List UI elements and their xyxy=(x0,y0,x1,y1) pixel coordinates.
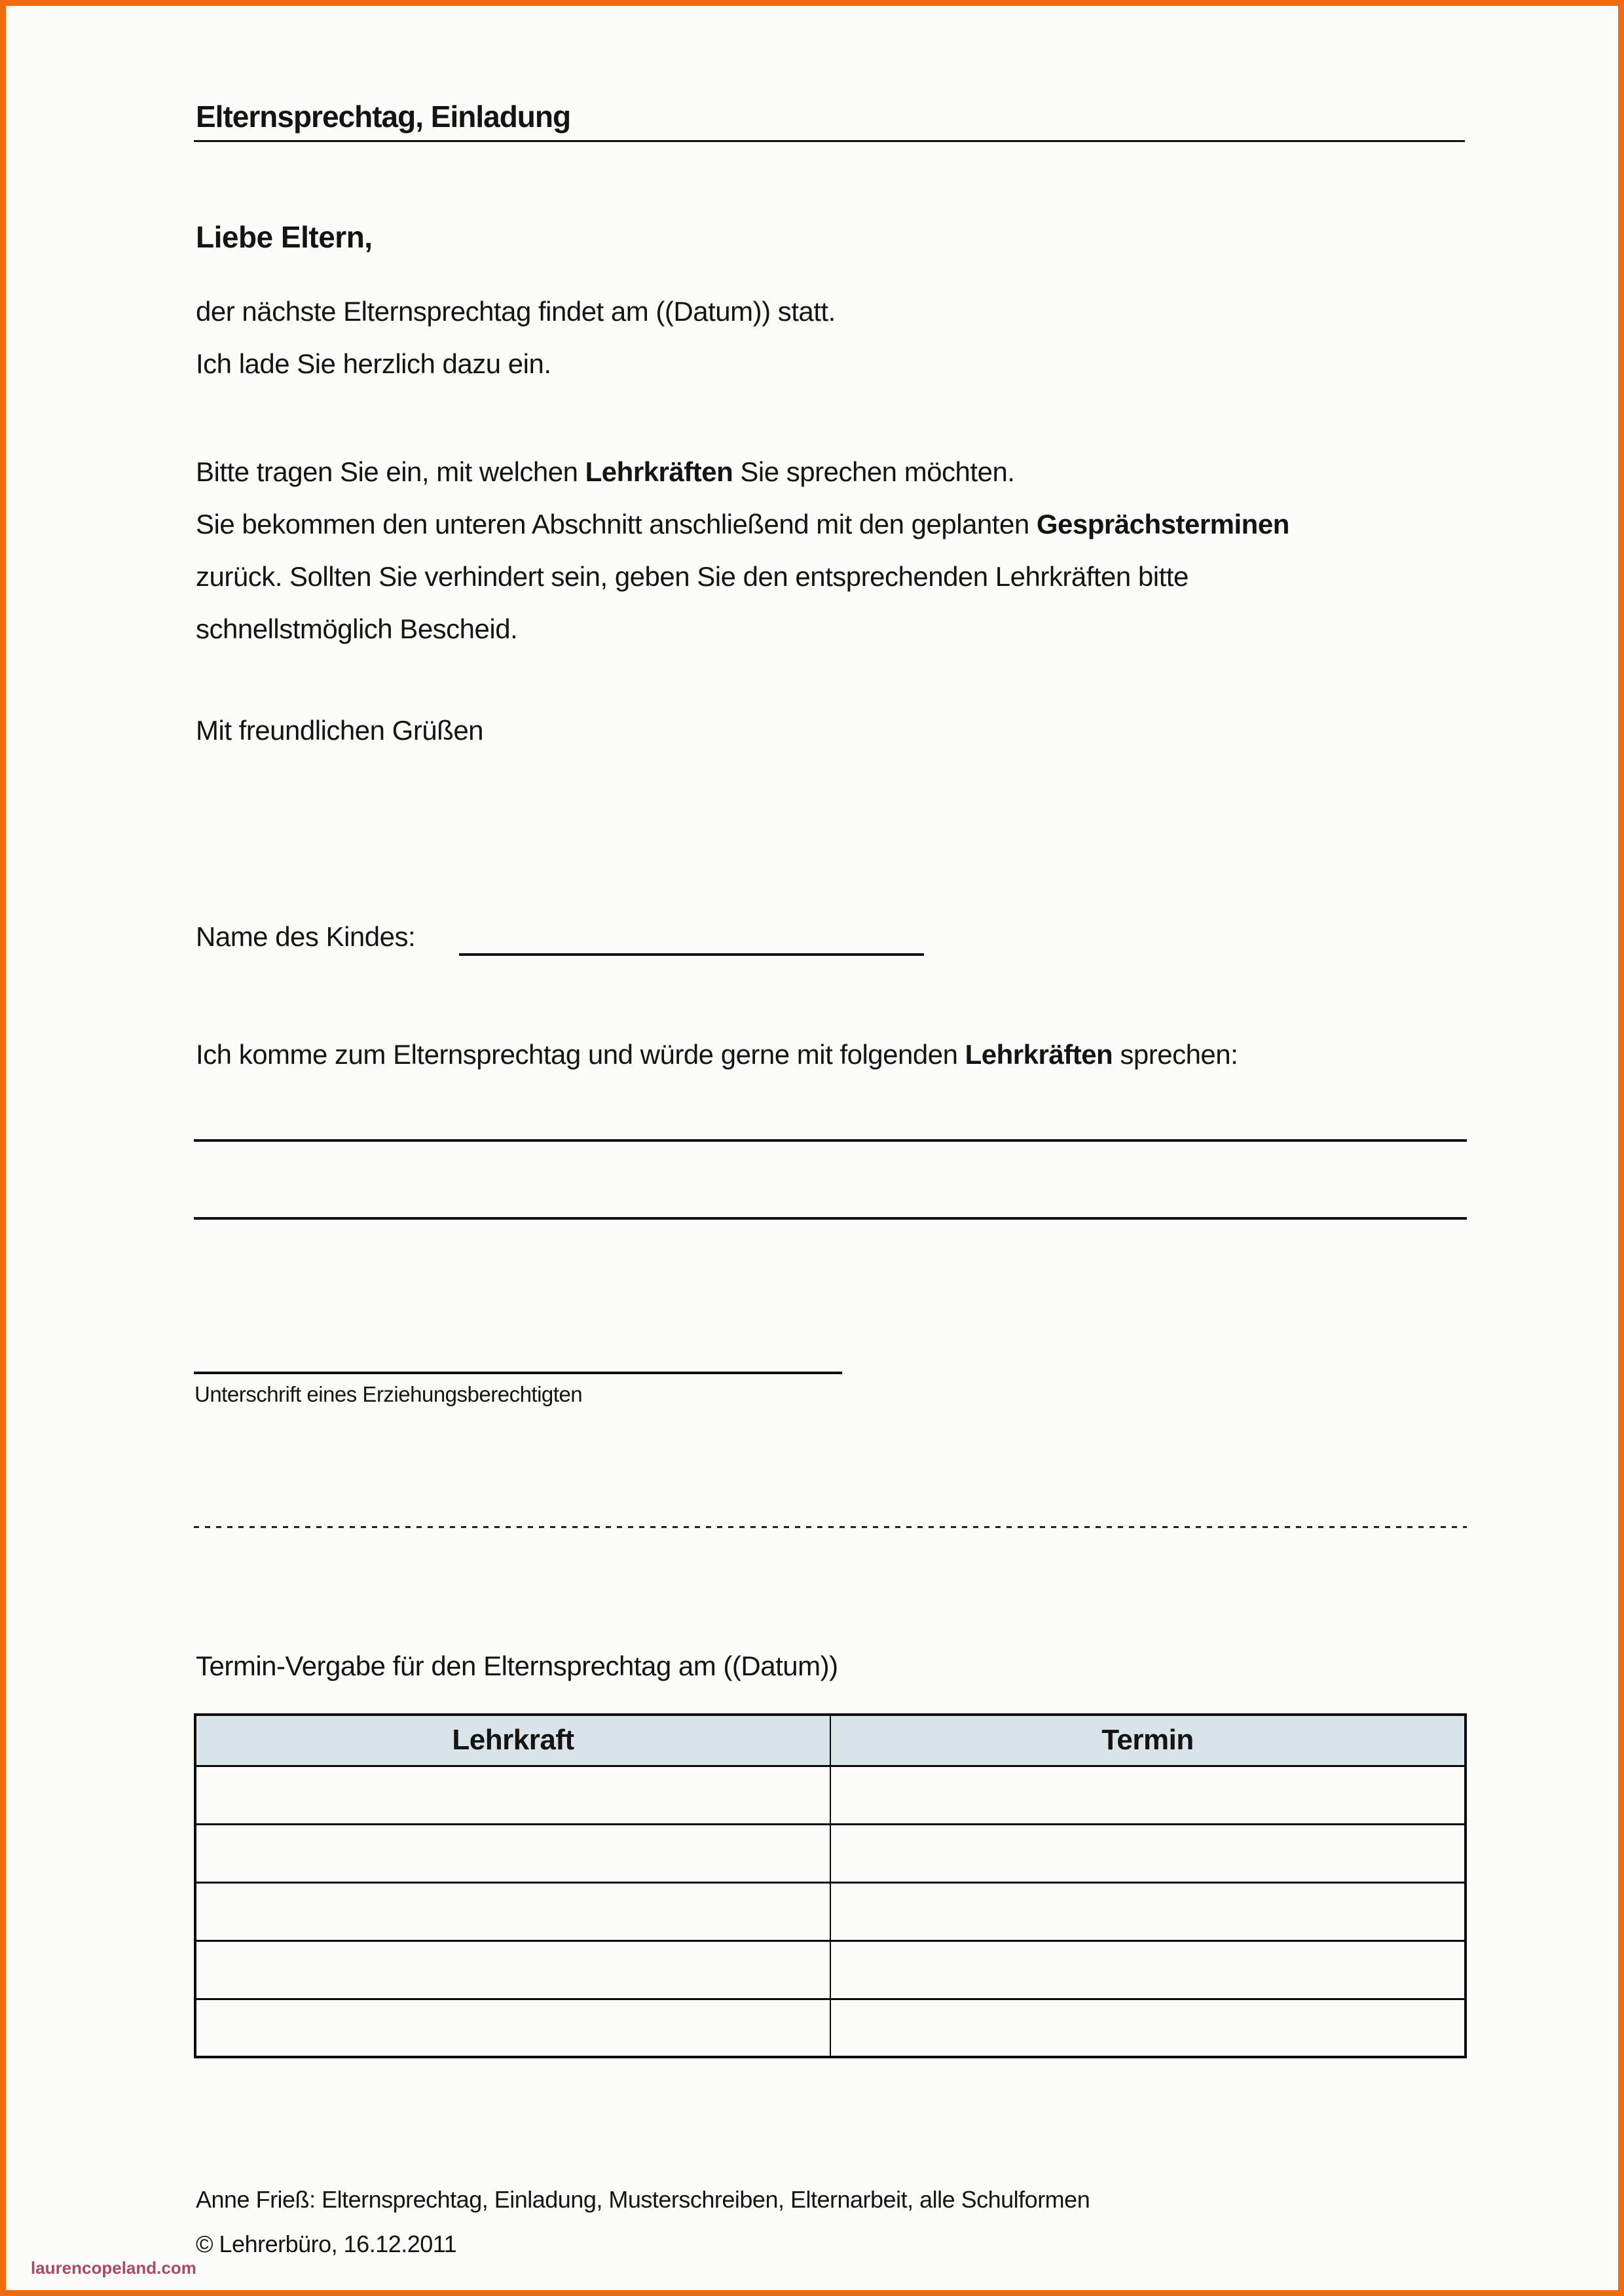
watermark: laurencopeland.com xyxy=(31,2258,196,2278)
table-cell xyxy=(195,1766,830,1824)
footer-credit: Anne Frieß: Elternsprechtag, Einladung, Musterschreiben, Elternarbeit, alle Schulformen xyxy=(196,2186,1090,2213)
table-row xyxy=(195,1882,1466,1941)
signature-line xyxy=(194,1372,842,1374)
letter-line: schnellstmöglich Bescheid. xyxy=(196,613,518,644)
closing: Mit freundlichen Grüßen xyxy=(196,715,484,746)
table-row xyxy=(195,1941,1466,1999)
letter-line: der nächste Elternsprechtag findet am ((Datum)) statt. xyxy=(196,296,836,327)
table-cell xyxy=(830,1882,1466,1941)
table-header-row xyxy=(195,1715,1466,1766)
letter-text-bold: Gesprächsterminen xyxy=(1036,509,1289,539)
table-cell xyxy=(195,1999,830,2057)
column-header-termin: Termin xyxy=(830,1715,1466,1766)
title-underline xyxy=(194,140,1465,142)
table-row xyxy=(195,1824,1466,1882)
page-title: Elternsprechtag, Einladung xyxy=(196,100,571,134)
table-cell xyxy=(830,1766,1466,1824)
footer-copyright: © Lehrerbüro, 16.12.2011 xyxy=(196,2231,457,2257)
table-cell xyxy=(830,1999,1466,2057)
letter-line xyxy=(196,456,1014,488)
table-cell xyxy=(195,1882,830,1941)
termin-table-head xyxy=(195,1715,1466,1766)
form-intro-text: sprechen: xyxy=(1113,1039,1238,1070)
termin-table xyxy=(194,1713,1467,2058)
form-intro-text: Ich komme zum Elternsprechtag und würde gerne mit folgenden xyxy=(196,1039,965,1070)
letter-line xyxy=(196,509,1289,540)
letter-text: Sie sprechen möchten. xyxy=(733,456,1015,487)
letter-text: Bitte tragen Sie ein, mit welchen xyxy=(196,456,585,487)
letter-text-bold: Lehrkräften xyxy=(585,456,733,487)
termin-table-body xyxy=(195,1766,1466,2057)
letter-line: Ich lade Sie herzlich dazu ein. xyxy=(196,348,551,379)
table-cell xyxy=(830,1941,1466,1999)
letter-line: zurück. Sollten Sie verhindert sein, geben Sie den entsprechenden Lehrkräften bitte xyxy=(196,561,1189,592)
response-fill-line-2 xyxy=(194,1217,1467,1220)
table-row xyxy=(195,1766,1466,1824)
response-fill-line-1 xyxy=(194,1139,1467,1142)
table-cell xyxy=(195,1941,830,1999)
form-intro xyxy=(196,1039,1238,1070)
form-intro-bold: Lehrkräften xyxy=(965,1039,1113,1070)
letter-text: Sie bekommen den unteren Abschnitt anschließend mit den geplanten xyxy=(196,509,1037,539)
table-row xyxy=(195,1999,1466,2057)
salutation: Liebe Eltern, xyxy=(196,220,373,254)
child-name-label: Name des Kindes: xyxy=(196,921,416,952)
slip-heading: Termin-Vergabe für den Elternsprechtag am ((Datum)) xyxy=(196,1650,838,1681)
column-header-lehrkraft: Lehrkraft xyxy=(195,1715,830,1766)
table-cell xyxy=(830,1824,1466,1882)
child-name-fill-line xyxy=(459,953,924,956)
signature-caption: Unterschrift eines Erziehungsberechtigten xyxy=(194,1382,583,1406)
table-cell xyxy=(195,1824,830,1882)
cut-line xyxy=(194,1526,1467,1528)
